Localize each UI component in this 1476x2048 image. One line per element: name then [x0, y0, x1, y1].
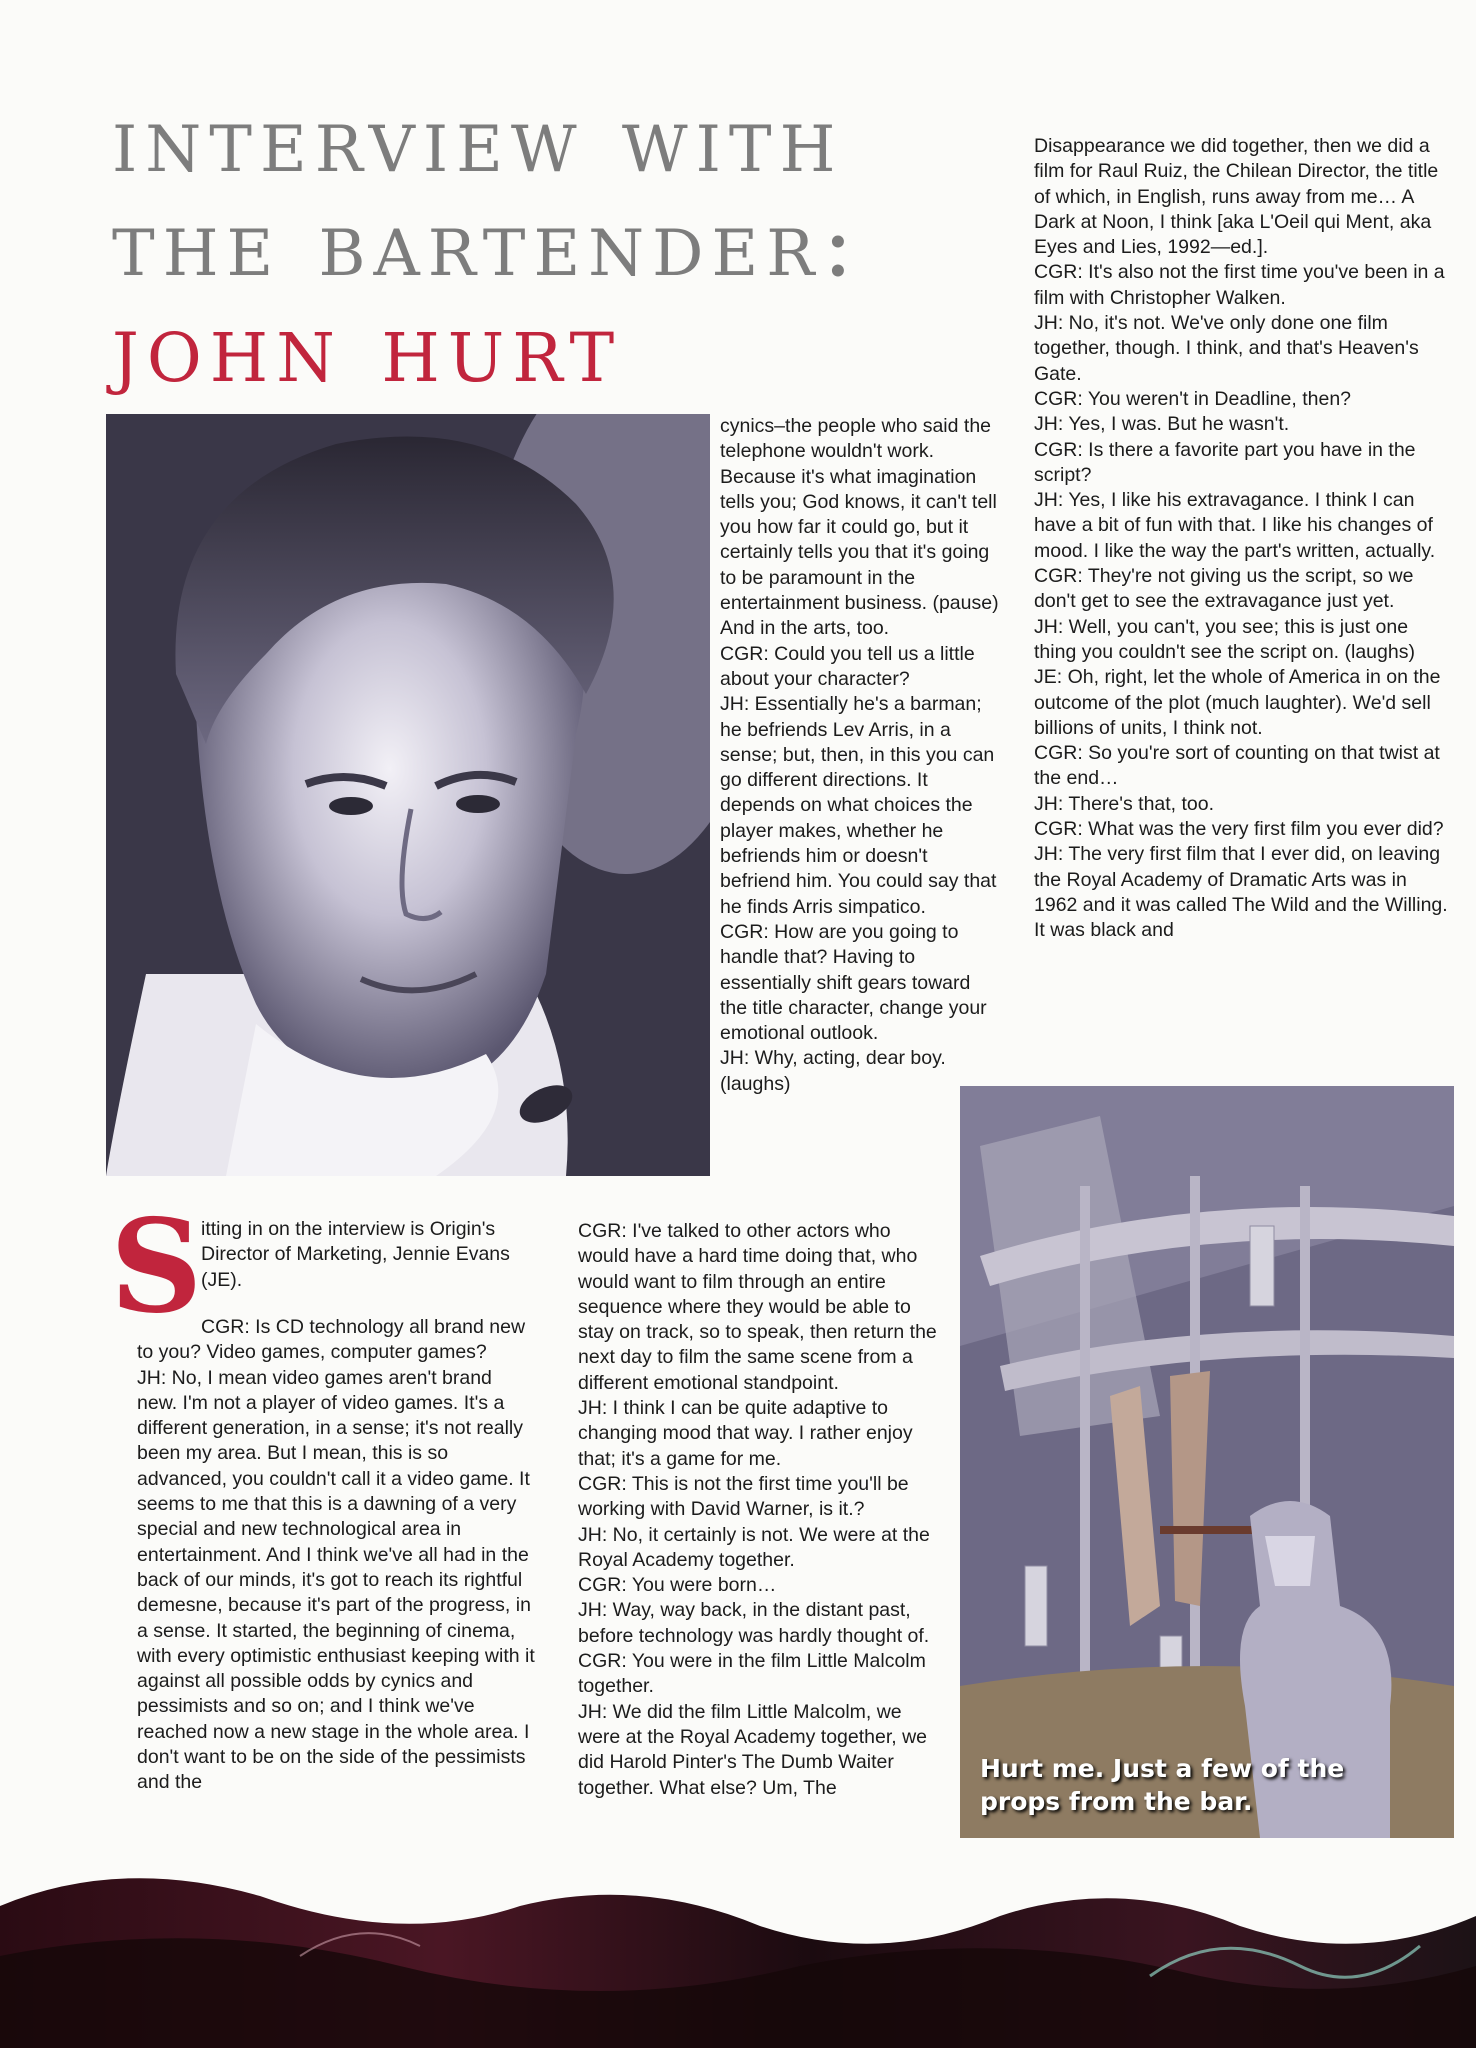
paragraph: CGR: You weren't in Deadline, then?	[1034, 387, 1352, 410]
drop-cap: S	[110, 1192, 203, 1342]
paragraph: CGR: They're not giving us the script, so we don't get to see the extravagance just yet.	[1034, 565, 1414, 613]
paragraph: JH: Why, acting, dear boy. (laughs)	[720, 1047, 946, 1095]
paragraph: CGR: Is CD technology all brand new to you? Video games, computer games?	[137, 1316, 526, 1364]
paragraph: JH: Way, way back, in the distant past, before technology was hardly thought of.	[578, 1599, 930, 1647]
paragraph: CGR: So you're sort of counting on that twist at the end…	[1034, 742, 1440, 790]
paragraph: JE: Oh, right, let the whole of America in on the outcome of the plot (much laughter). We'd sell billions of units, I think not.	[1034, 666, 1441, 739]
paragraph: JH: We did the film Little Malcolm, we were at the Royal Academy together, we did Harold Pinter's The Dumb Waiter together. What else? Um, The	[578, 1700, 928, 1799]
caption-line-1: Hurt me. Just a few of the	[980, 1754, 1345, 1783]
title-line-2: the bartender:	[112, 190, 862, 297]
paragraph: JH: Essentially he's a barman; he befriends Lev Arris, in a sense; but, then, in this you can go different directions. It depends on what choices the player makes, whether he befriends him or doesn't befriend him. You could say that he finds Arris simpatico.	[720, 693, 997, 918]
paragraph: CGR: I've talked to other actors who would have a hard time doing that, who would want to film through an entire sequence where they would be able to stay on track, so to speak, then return the next day to film the same scene from a different emotional standpoint.	[578, 1220, 937, 1394]
paragraph: JH: No, I mean video games aren't brand new. I'm not a player of video games. It's a different generation, in a sense; it's not really been my area. But I mean, this is so advanced, you couldn't call it a video game. It seems to me that this is a dawning of a very special and new technological area in entertainment. And I think we've all had in the back of our minds, it's got to reach its rightful demesne, because it's part of the progress, in a sense. It started, the beginning of cinema, with every optimistic enthusiast keeping with it against all possible odds by cynics and pessimists and so on; and I think we've reached now a new stage in the whole area. I don't want to be on the side of the pessimists and the	[137, 1366, 535, 1794]
middle-bottom-column	[578, 1219, 946, 1801]
caption-line-2: props from the bar.	[980, 1787, 1253, 1816]
title-line-1: interview with	[112, 86, 844, 193]
paragraph: JH: There's that, too.	[1034, 792, 1215, 815]
article-title	[112, 86, 1012, 404]
paragraph: JH: The very first film that I ever did, on leaving the Royal Academy of Dramatic Arts was in 1962 and it was called The Wild and the Willing. It was black and	[1034, 843, 1448, 942]
props-photo-caption	[980, 1752, 1360, 1818]
intro-paragraph: itting in on the interview is Origin's Director of Marketing, Jennie Evans (JE).	[201, 1218, 510, 1291]
paragraph: CGR: What was the very first film you ever did?	[1034, 818, 1444, 841]
props-illustration	[960, 1086, 1454, 1838]
right-column	[1034, 134, 1454, 944]
paragraph: cynics–the people who said the telephone wouldn't work. Because it's what imagination tells you; God knows, it can't tell you how far it could go, but it certainly tells you that it's going to be paramount in the entertainment business. (pause) And in the arts, too.	[720, 415, 999, 640]
paragraph: JH: No, it certainly is not. We were at the Royal Academy together.	[578, 1523, 930, 1571]
middle-top-column	[720, 414, 1000, 1097]
paragraph: Disappearance we did together, then we did a film for Raul Ruiz, the Chilean Director, the title of which, in English, runs away from me… A Dark at Noon, I think [aka L'Oeil qui Ment, aka Eyes and Lies, 1992—ed.].	[1034, 135, 1439, 259]
paragraph: JH: No, it's not. We've only done one film together, though. I think, and that's Heaven's Gate.	[1034, 312, 1419, 385]
title-name: john hurt	[112, 292, 623, 404]
paragraph: JH: I think I can be quite adaptive to changing mood that way. I rather enjoy that; it's a game for me.	[578, 1397, 913, 1470]
left-column	[137, 1217, 537, 1796]
paragraph: CGR: You were in the film Little Malcolm together.	[578, 1650, 926, 1698]
bar-props-photo	[960, 1086, 1454, 1838]
paragraph: JH: Yes, I was. But he wasn't.	[1034, 413, 1290, 436]
paragraph: JH: Yes, I like his extravagance. I think I can have a bit of fun with that. I like his changes of mood. I like the way the part's written, actually.	[1034, 489, 1436, 562]
paragraph: CGR: This is not the first time you'll be working with David Warner, is it.?	[578, 1472, 909, 1521]
paragraph: CGR: How are you going to handle that? Having to essentially shift gears toward the title character, change your emotional outlook.	[720, 920, 987, 1045]
smoke-graphic	[0, 1846, 1476, 2048]
paragraph: CGR: Could you tell us a little about your character?	[720, 642, 975, 690]
paragraph: JH: Well, you can't, you see; this is just one thing you couldn't see the script on. (laughs)	[1034, 615, 1415, 663]
paragraph: CGR: It's also not the first time you've been in a film with Christopher Walken.	[1034, 261, 1445, 309]
portrait-illustration	[106, 414, 710, 1176]
left-column-body	[137, 1315, 537, 1796]
decorative-bottom-band	[0, 1846, 1476, 2048]
john-hurt-portrait-photo	[106, 414, 710, 1176]
paragraph: CGR: Is there a favorite part you have in the script?	[1034, 438, 1416, 486]
paragraph: CGR: You were born…	[578, 1574, 777, 1597]
